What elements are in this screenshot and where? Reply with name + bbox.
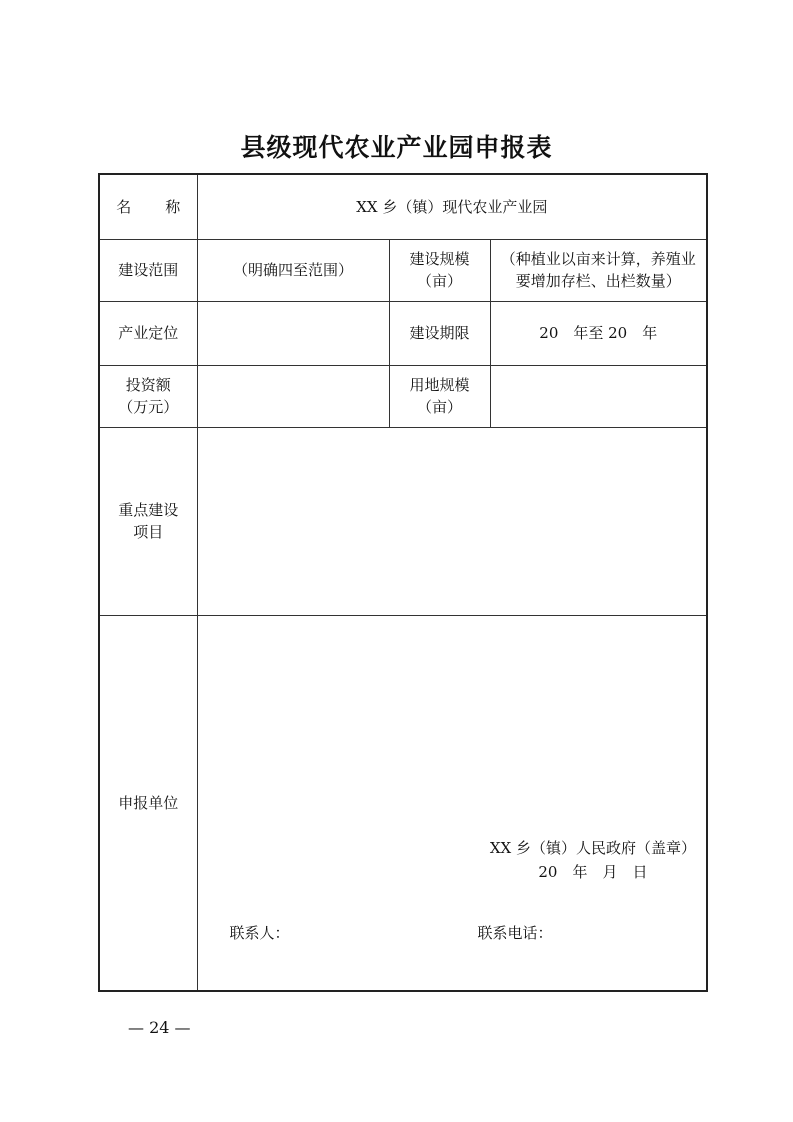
positioning-label-cell bbox=[99, 301, 197, 365]
seal-issuer: XX 乡（镇）人民政府（盖章） bbox=[489, 838, 697, 857]
name-value: XX 乡（镇）现代农业产业园 bbox=[356, 197, 548, 216]
scope-value-cell[interactable] bbox=[197, 239, 389, 301]
scope-label: 建设范围 bbox=[118, 261, 179, 279]
investment-value-cell[interactable] bbox=[197, 365, 389, 427]
contact-phone-label: 联系电话： bbox=[477, 923, 553, 942]
seal-date: 20 年 月 日 bbox=[538, 862, 648, 881]
scope-value: （明确四至范围） bbox=[232, 261, 353, 279]
scale-label-cell bbox=[389, 239, 490, 301]
application-form-table bbox=[98, 173, 708, 992]
name-label-part2: 称 bbox=[165, 197, 181, 216]
land-label-cell bbox=[389, 365, 490, 427]
land-label-line1: 用地规模 bbox=[409, 376, 470, 394]
name-label-cell bbox=[99, 174, 197, 239]
applicant-label-cell bbox=[99, 615, 197, 991]
projects-label-line1: 重点建设 bbox=[118, 501, 179, 519]
applicant-value-cell[interactable] bbox=[197, 615, 707, 991]
land-value-cell[interactable] bbox=[490, 365, 707, 427]
page-number: — 24 — bbox=[128, 1018, 191, 1037]
scale-value-cell[interactable] bbox=[490, 239, 707, 301]
projects-value-cell[interactable] bbox=[197, 427, 707, 615]
period-value-cell[interactable] bbox=[490, 301, 707, 365]
period-value: 20 年至 20 年 bbox=[539, 324, 658, 342]
name-value-cell[interactable] bbox=[197, 174, 707, 239]
row-projects bbox=[99, 427, 707, 615]
period-label: 建设期限 bbox=[409, 324, 470, 342]
seal-block bbox=[490, 836, 696, 884]
row-positioning bbox=[99, 301, 707, 365]
projects-label-line2: 项目 bbox=[133, 523, 164, 541]
period-label-cell bbox=[389, 301, 490, 365]
positioning-value-cell[interactable] bbox=[197, 301, 389, 365]
land-label-line2: （亩） bbox=[416, 398, 462, 416]
name-label-part1: 名 bbox=[116, 197, 132, 216]
row-name bbox=[99, 174, 707, 239]
contact-person-label: 联系人： bbox=[229, 923, 290, 942]
positioning-label: 产业定位 bbox=[118, 324, 179, 342]
investment-label-line1: 投资额 bbox=[125, 376, 171, 394]
row-applicant bbox=[99, 615, 707, 991]
scale-label-line1: 建设规模 bbox=[409, 250, 470, 268]
row-scope bbox=[99, 239, 707, 301]
row-investment bbox=[99, 365, 707, 427]
scale-value-line1: （种植业以亩来计算，养殖业 bbox=[500, 250, 696, 268]
projects-label-cell bbox=[99, 427, 197, 615]
scope-label-cell bbox=[99, 239, 197, 301]
investment-label-cell bbox=[99, 365, 197, 427]
investment-label-line2: （万元） bbox=[118, 398, 179, 416]
scale-label-line2: （亩） bbox=[416, 272, 462, 290]
scale-value-line2: 要增加存栏、出栏数量） bbox=[515, 272, 681, 290]
applicant-label: 申报单位 bbox=[118, 793, 179, 812]
document-title: 县级现代农业产业园申报表 bbox=[240, 133, 553, 162]
